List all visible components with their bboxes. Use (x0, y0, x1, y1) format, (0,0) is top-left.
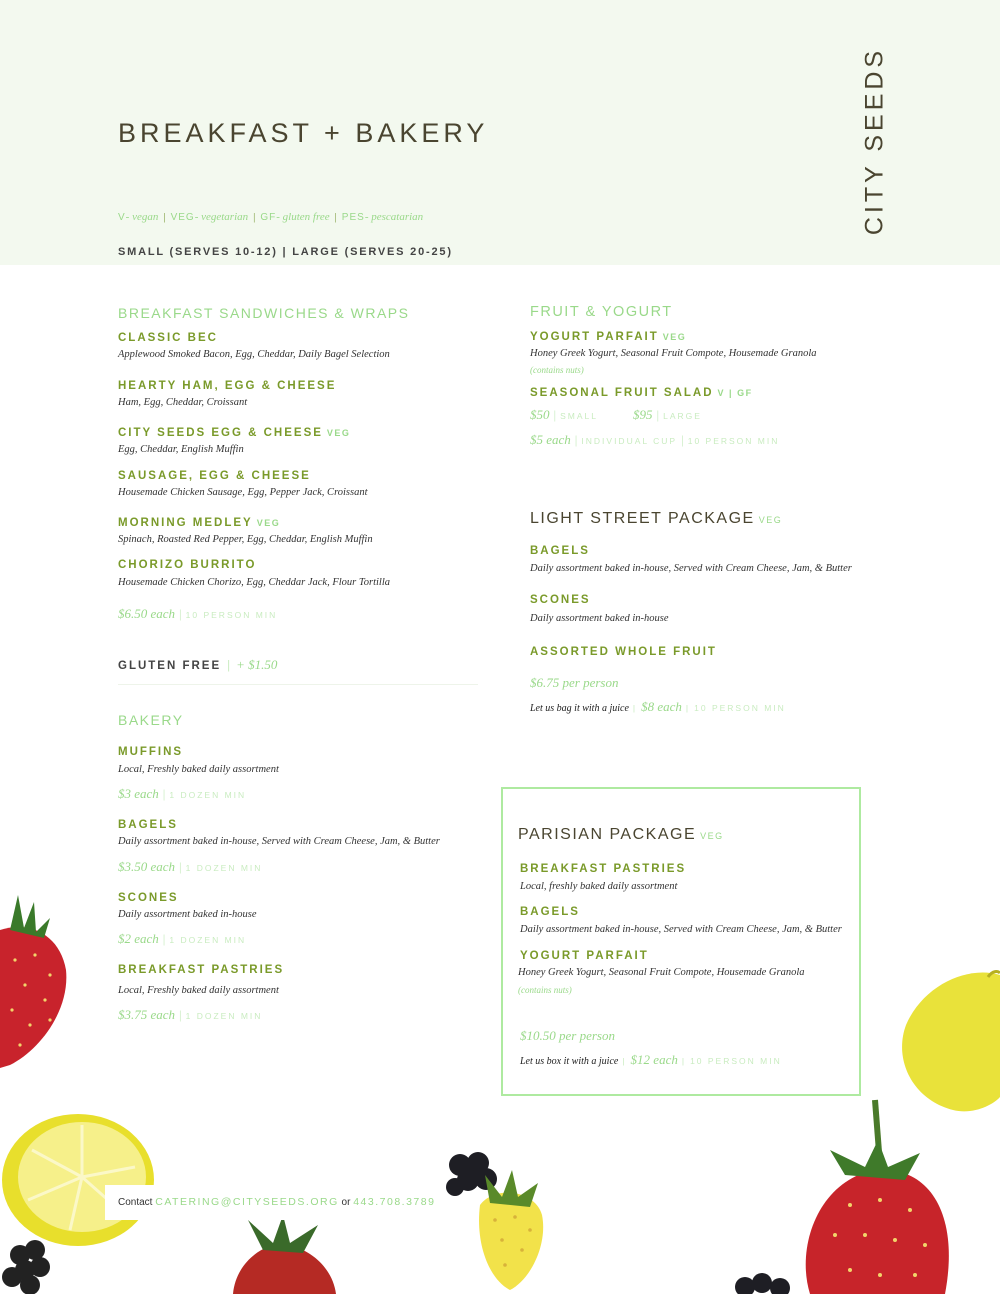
price: $3 each (118, 786, 159, 801)
package-price: $10.50 per person (520, 1028, 615, 1043)
minimum: 10 PERSON MIN (185, 610, 278, 620)
menu-item-name: BAGELS (118, 819, 178, 831)
menu-item-desc: Ham, Egg, Cheddar, Croissant (118, 397, 248, 408)
section-heading-sandwiches: BREAKFAST SANDWICHES & WRAPS (118, 305, 410, 321)
gluten-free-label: GLUTEN FREE (118, 660, 222, 672)
legend-code: PES (341, 212, 365, 223)
price-line: $50 | SMALL (530, 407, 598, 422)
price: $95 (633, 407, 653, 422)
menu-item-name: BREAKFAST PASTRIES (118, 964, 285, 976)
size-label: LARGE (663, 411, 702, 421)
legend-code: V (118, 212, 126, 223)
gluten-free-price: + $1.50 (236, 657, 278, 672)
menu-item-desc: Local, freshly baked daily assortment (520, 881, 678, 892)
legend-code: VEG (170, 212, 195, 223)
package-heading (530, 510, 782, 528)
berries-bottom-illustration (440, 1145, 560, 1294)
price: $3.75 each (118, 1007, 176, 1022)
menu-item-name: SAUSAGE, EGG & CHEESE (118, 470, 311, 482)
juice-text: Let us box it with a juice (520, 1056, 619, 1067)
menu-item-name (118, 427, 350, 439)
diet-tag: VEG (256, 518, 281, 528)
contact-phone-link[interactable]: 443.708.3789 (353, 1196, 436, 1208)
legend-label: - vegan (125, 211, 159, 223)
menu-item-desc: Daily assortment baked in-house (118, 909, 257, 920)
contact-bar (105, 1185, 435, 1220)
price-line: $3.50 each | 1 DOZEN MIN (118, 859, 263, 874)
menu-item-name: BAGELS (520, 906, 580, 918)
menu-item-name: HEARTY HAM, EGG & CHEESE (118, 380, 337, 392)
package-title: PARISIAN PACKAGE (518, 826, 697, 843)
price: $2 each (118, 931, 159, 946)
package-price: $6.75 per person (530, 675, 619, 690)
price: $3.50 each (118, 859, 176, 874)
brand-name: CITY SEEDS (860, 46, 889, 236)
minimum: 1 DOZEN MIN (185, 1011, 263, 1021)
price-line: $6.50 each | 10 PERSON MIN (118, 606, 278, 621)
menu-item-label: MORNING MEDLEY (118, 517, 253, 529)
package-title: LIGHT STREET PACKAGE (530, 510, 755, 527)
menu-item-desc: Daily assortment baked in-house, Served with Cream Cheese, Jam, & Butter (118, 836, 440, 847)
menu-item-desc: Applewood Smoked Bacon, Egg, Cheddar, Daily Bagel Selection (118, 349, 390, 360)
price: $50 (530, 407, 550, 422)
legend-code: GF (260, 212, 277, 223)
price: $5 each (530, 432, 571, 447)
price-line: $2 each | 1 DOZEN MIN (118, 931, 247, 946)
menu-item-name: SCONES (118, 892, 179, 904)
menu-item-name: ASSORTED WHOLE FRUIT (530, 646, 717, 658)
contact-email-link[interactable]: CATERING@CITYSEEDS.ORG (155, 1196, 339, 1208)
allergy-note: (contains nuts) (518, 985, 572, 995)
menu-item-name: BAGELS (530, 545, 590, 557)
minimum: 10 PERSON MIN (687, 436, 780, 446)
allergy-note: (contains nuts) (530, 365, 584, 375)
price-line: $95 | LARGE (633, 407, 702, 422)
brand-logo (840, 46, 910, 236)
diet-tag: VEG (700, 831, 724, 841)
diet-tag: VEG (326, 428, 351, 438)
legend-label: - pescatarian (364, 211, 424, 223)
contact-or: or (341, 1197, 351, 1208)
menu-item-desc: Honey Greek Yogurt, Seasonal Fruit Compote, Housemade Granola (518, 967, 805, 978)
juice-addon: Let us box it with a juice | $12 each | 10 PERSON MIN (520, 1052, 782, 1067)
size-label: INDIVIDUAL CUP (581, 436, 678, 446)
page-title: BREAKFAST + BAKERY (118, 118, 489, 148)
minimum: 1 DOZEN MIN (169, 790, 247, 800)
menu-item-desc: Honey Greek Yogurt, Seasonal Fruit Compote, Housemade Granola (530, 348, 817, 359)
size-label: SMALL (560, 411, 598, 421)
section-heading-bakery: BAKERY (118, 712, 184, 728)
strawberry-bottom-illustration (228, 1215, 338, 1294)
contact-label: Contact (118, 1197, 153, 1208)
menu-item-name: CHORIZO BURRITO (118, 559, 257, 571)
price-line: $5 each | INDIVIDUAL CUP | 10 PERSON MIN (530, 432, 780, 447)
serving-sizes: SMALL (SERVES 10-12) | LARGE (SERVES 20-25) (118, 246, 453, 258)
menu-item-name (118, 517, 280, 529)
menu-item-desc: Housemade Chicken Sausage, Egg, Pepper Jack, Croissant (118, 487, 368, 498)
minimum: 10 PERSON MIN (694, 703, 786, 713)
price-line: $3.75 each | 1 DOZEN MIN (118, 1007, 263, 1022)
price-line: $3 each | 1 DOZEN MIN (118, 786, 247, 801)
menu-item-name: SCONES (530, 594, 591, 606)
menu-item-name: BREAKFAST PASTRIES (520, 863, 687, 875)
diet-tag: V | GF (717, 388, 753, 398)
legend-label: - gluten free (276, 211, 330, 223)
juice-price: $12 each (630, 1052, 678, 1067)
menu-item-desc: Local, Freshly baked daily assortment (118, 985, 279, 996)
strawberry-bottom-right-illustration (730, 1095, 1000, 1294)
minimum: 10 PERSON MIN (690, 1056, 782, 1066)
menu-item-desc: Daily assortment baked in-house (530, 613, 669, 624)
menu-item-label: YOGURT PARFAIT (530, 331, 659, 343)
diet-tag: VEG (662, 332, 687, 342)
juice-text: Let us bag it with a juice (530, 703, 629, 714)
menu-item-name (530, 331, 686, 343)
minimum: 1 DOZEN MIN (169, 935, 247, 945)
menu-item-name: YOGURT PARFAIT (520, 950, 649, 962)
package-heading (518, 826, 724, 844)
menu-item-name: CLASSIC BEC (118, 332, 218, 344)
menu-item-name: MUFFINS (118, 746, 184, 758)
menu-item-desc: Egg, Cheddar, English Muffin (118, 444, 244, 455)
juice-price: $8 each (641, 699, 682, 714)
menu-item-desc: Daily assortment baked in-house, Served with Cream Cheese, Jam, & Butter (530, 563, 852, 574)
menu-item-label: SEASONAL FRUIT SALAD (530, 387, 714, 399)
menu-item-desc: Daily assortment baked in-house, Served with Cream Cheese, Jam, & Butter (520, 924, 842, 935)
diet-tag: VEG (758, 515, 783, 525)
diet-legend: V- vegan | VEG- vegetarian | GF- gluten free | PES- pescatarian (118, 211, 424, 223)
menu-item-desc: Local, Freshly baked daily assortment (118, 764, 279, 775)
minimum: 1 DOZEN MIN (185, 863, 263, 873)
gluten-free-option: GLUTEN FREE | + $1.50 (118, 657, 278, 672)
menu-item-label: CITY SEEDS EGG & CHEESE (118, 427, 323, 439)
legend-label: - vegetarian (194, 211, 249, 223)
lemon-right-illustration (898, 965, 1000, 1115)
menu-item-name (530, 387, 753, 399)
price: $6.50 each (118, 606, 176, 621)
strawberry-left-illustration (0, 890, 70, 1070)
menu-item-desc: Housemade Chicken Chorizo, Egg, Cheddar Jack, Flour Tortilla (118, 577, 391, 588)
juice-addon: Let us bag it with a juice | $8 each | 10 PERSON MIN (530, 699, 786, 714)
section-heading-fruit: FRUIT & YOGURT (530, 304, 673, 320)
menu-item-desc: Spinach, Roasted Red Pepper, Egg, Cheddar, English Muffin (118, 534, 373, 545)
divider (118, 684, 478, 685)
